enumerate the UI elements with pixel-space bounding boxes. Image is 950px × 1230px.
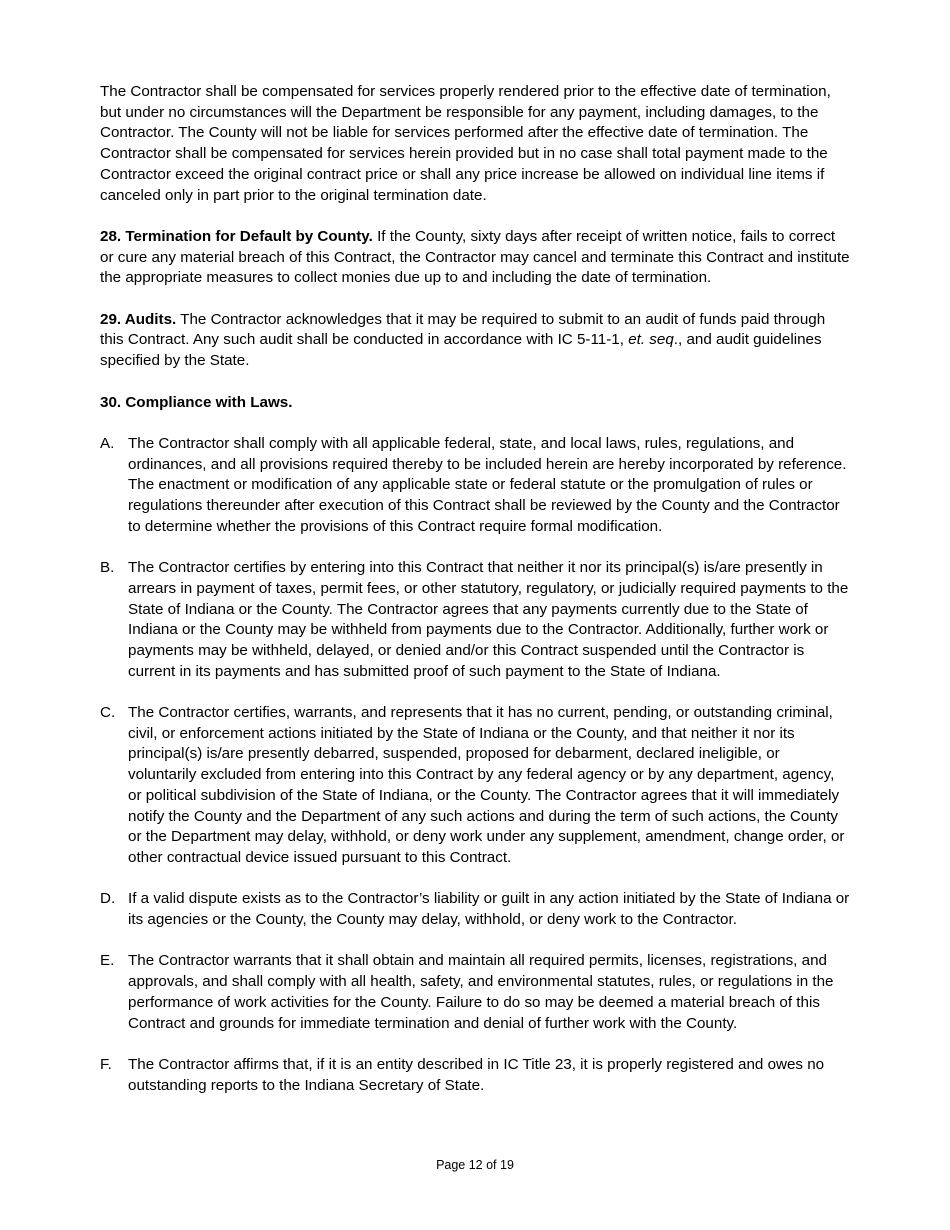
list-letter: F. [100,1055,112,1073]
list-item-f [100,1055,852,1096]
document-page [100,82,852,1117]
intro-paragraph: The Contractor shall be compensated for services properly rendered prior to the effective date of termination, but under no circumstances will the Department be responsible for any payment, including damages, to the Contractor. The County will not be liable for services performed after the effective date of termination. The Contractor shall be compensated for services herein provided but in no case shall total payment made to the Contractor exceed the original contract price or shall any price increase be allowed on individual line items if canceled only in part prior to the original termination date. [100,83,831,204]
list-letter: D. [100,890,116,908]
section-30-list [100,434,852,1096]
list-item-d [100,889,852,930]
list-item-a [100,434,852,538]
section-29-text-before: The Contractor acknowledges that it may be required to submit to an audit of funds paid through this Contract. Any such audit shall be conducted in accordance with IC 5-11-1, [100,310,826,349]
section-28-title: 28. Termination for Default by County. [100,227,373,245]
section-28-paragraph [100,227,852,289]
section-29-paragraph [100,310,852,372]
section-28-text: If the County, sixty days after receipt of written notice, fails to correct or cure any material breach of this Contract, the Contractor may cancel and terminate this Contract and institute the appropriate measures to collect monies due up to and including the date of termination. [100,227,850,287]
section-29-text-after: ., and audit guidelines specified by the State. [100,331,822,370]
section-29-title: 29. Audits. [100,310,177,328]
list-letter: B. [100,559,115,577]
list-letter: A. [100,434,115,452]
list-item-text: The Contractor certifies, warrants, and represents that it has no current, pending, or outstanding criminal, civil, or enforcement actions initiated by the State of Indiana or the County, and that neither it nor its principal(s) is/are presently debarred, suspended, proposed for debarment, declared ineligible, or voluntarily excluded from entering into this Contract by any federal agency or by any department, agency, or political subdivision of the State of Indiana, or the County. The Contractor agrees that it will immediately notify the County and the Department of any such actions and during the term of such actions, the County or the Department may delay, withhold, or deny work under any supplement, amendment, change order, or other contractual device issued pursuant to this Contract. [128,704,845,866]
list-item-c [100,703,852,869]
list-item-text: The Contractor affirms that, if it is an entity described in IC Title 23, it is properly registered and owes no outstanding reports to the Indiana Secretary of State. [128,1055,825,1094]
list-item-text: The Contractor warrants that it shall obtain and maintain all required permits, licenses, registrations, and approvals, and shall comply with all health, safety, and environmental statutes, rules, or regulations in the performance of work activities for the County. Failure to do so may be deemed a material breach of this Contract and grounds for immediate termination and denial of further work with the County. [128,952,834,1032]
list-item-e [100,951,852,1034]
list-item-text: The Contractor certifies by entering into this Contract that neither it nor its principal(s) is/are presently in arrears in payment of taxes, permit fees, or other statutory, regulatory, or judicially required payments to the State of Indiana or the County. The Contractor agrees that any payments currently due to the State of Indiana or the County may be withheld from payments due to the Contractor. Additionally, further work or payments may be withheld, delayed, or denied and/or this Contract suspended until the Contractor is current in its payments and has submitted proof of such payment to the State of Indiana. [128,559,849,680]
list-item-text: The Contractor shall comply with all applicable federal, state, and local laws, rules, regulations, and ordinances, and all provisions required thereby to be included herein are hereby incorporated by reference. The enactment or modification of any applicable state or federal statute or the promulgation of rules or regulations thereunder after execution of this Contract shall be reviewed by the County and the Contractor to determine whether the provisions of this Contract require formal modification. [128,434,847,535]
section-30-title: 30. Compliance with Laws. [100,393,293,411]
list-letter: C. [100,704,116,721]
list-letter: E. [100,952,115,970]
section-29-italic: et. seq [628,331,674,349]
list-item-text: If a valid dispute exists as to the Contractor’s liability or guilt in any action initiated by the State of Indiana or its agencies or the County, the County may delay, withhold, or deny work to the Contractor. [128,890,850,929]
list-item-b [100,558,852,682]
page-number-footer: Page 12 of 19 [436,1158,514,1172]
